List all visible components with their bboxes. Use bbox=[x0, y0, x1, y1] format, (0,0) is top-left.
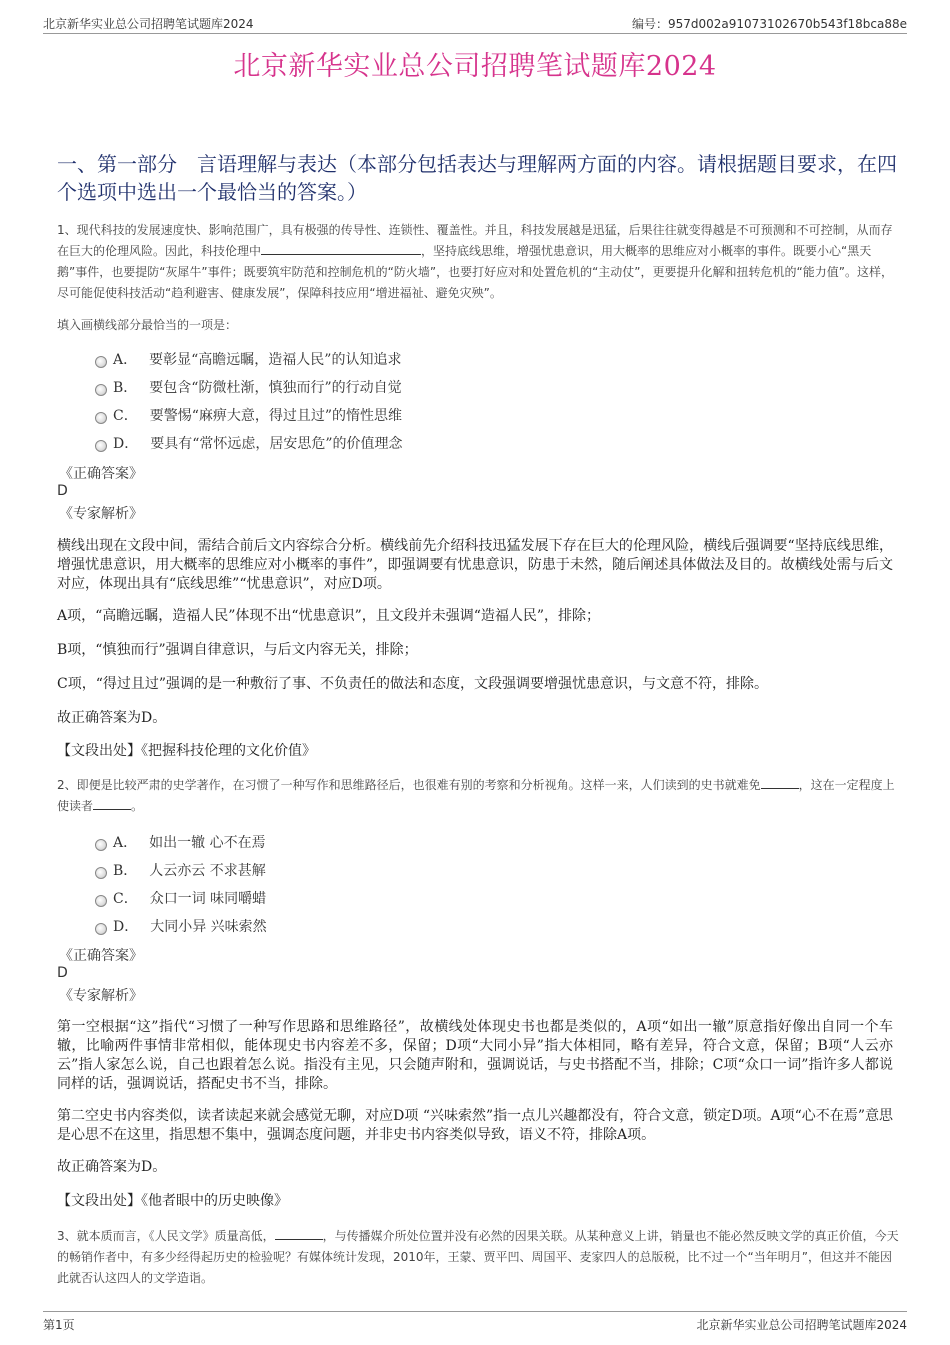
analysis-paragraph: 横线出现在文段中间，需结合前后文内容综合分析。横线前先介绍科技迅猛发展下存在巨大的伦理风险，横线后强调要“坚持底线思维，增强忧患意识，用大概率的思维应对小概率的事件”，即强调要有忧患意识，防患于未然，随后阐述具体做法及目的。故横线处需与后文对应，体现出具有“底线思维”“忧患意识”，对应D项。 bbox=[57, 538, 893, 592]
page-title: 北京新华实业总公司招聘笔试题库2024 bbox=[233, 51, 717, 82]
page-number: 第1页 bbox=[43, 1318, 75, 1332]
question-3-stem: 3、就本质而言，《人民文学》质量高低， ，与传播媒介所处位置并没有必然的因果关联。从某种意义上讲，销量也不能必然反映文学的真正价值，今天的畅销作者中，有多少经得起历史的检验呢？有媒体统计发现，2010年，王蒙、贾平凹、周国平、麦家四人的总版税，比不过一个“当年明月”，但这并不能因此就否认这四人的文学造诣。 bbox=[57, 1229, 899, 1285]
option-b[interactable]: B． 要包含“防微杜渐，慎独而行”的行动自觉 bbox=[95, 373, 403, 401]
option-a[interactable]: A． 要彰显“高瞻远瞩，造福人民”的认知追求 bbox=[95, 345, 403, 373]
option-c[interactable]: C． 要警惕“麻痹大意，得过且过”的惰性思维 bbox=[95, 401, 403, 429]
question-1-text-a: 1、现代科技的发展速度快、影响范围广，具有极强的传导性、连锁性、覆盖性。并且，科技发展越是迅猛，后果往往就变得越是不可预测和不可控制，从而存在巨大的伦理风险。因此，科技伦理中 bbox=[57, 223, 893, 258]
answer-value: D bbox=[57, 483, 68, 499]
header-title: 北京新华实业总公司招聘笔试题库2024 bbox=[43, 17, 254, 31]
analysis-paragraph: A项，“高瞻远瞩，造福人民”体现不出“忧患意识”，且文段并未强调“造福人民”，排除； bbox=[57, 608, 601, 624]
source-citation: 【文段出处】《他者眼中的历史映像》 bbox=[57, 1193, 288, 1209]
radio-icon[interactable] bbox=[95, 384, 107, 396]
option-d[interactable]: D． 要具有“常怀远虑，居安思危”的价值理念 bbox=[95, 429, 403, 457]
question-2-stem: 2、即便是比较严肃的史学著作，在习惯了一种写作和思维路径后，也很难有别的考察和分析视角。这样一来，人们读到的史书就难免 ，这在一定程度上使读者 。 bbox=[57, 778, 895, 813]
analysis-paragraph: 第一空根据“这”指代“习惯了一种写作思路和思维路径”，故横线处体现史书也都是类似的，A项“如出一辙”原意指好像出自同一个车辙，比喻两件事情非常相似，能体现史书内容差不多，保留；D项“大同小异”指大体相同，略有差异，符合文意，保留；B项“人云亦云”指人家怎么说，自己也跟着怎么说。指没有主见，只会随声附和，强调说话，与史书搭配不当，排除；C项“众口一词”指许多人都说同样的话，强调说话，搭配史书不当，排除。 bbox=[57, 1019, 893, 1092]
page-footer bbox=[43, 1311, 907, 1332]
blank-line bbox=[761, 776, 799, 789]
answer-label: 《正确答案》 bbox=[59, 948, 143, 964]
footer-title: 北京新华实业总公司招聘笔试题库2024 bbox=[696, 1318, 907, 1332]
question-2-options bbox=[95, 828, 267, 940]
radio-icon[interactable] bbox=[95, 923, 107, 935]
blank-line bbox=[93, 797, 131, 810]
radio-icon[interactable] bbox=[95, 895, 107, 907]
option-c[interactable]: C． 众口一词 味同嚼蜡 bbox=[95, 884, 267, 912]
document-id: 编号：957d002a91073102670b543f18bca88e bbox=[632, 17, 907, 31]
analysis-paragraph: 故正确答案为D。 bbox=[57, 710, 167, 726]
analysis-label: 《专家解析》 bbox=[59, 506, 143, 522]
question-1-options bbox=[95, 345, 403, 457]
blank-line bbox=[261, 242, 421, 255]
answer-value: D bbox=[57, 965, 68, 981]
question-1-text-b: ，坚持底线思维，增强忧患意识，用大概率的思维应对小概率的事件。既要小心“黑天鹅”事件，也要提防“灰犀牛”事件；既要筑牢防范和控制危机的“防火墙”，也要打好应对和处置危机的“主动仗”，更要提升化解和扭转危机的“能力值”。这样，尽可能促使科技活动“趋利避害、健康发展”，保障科技应用“增进福祉、避免灾殃”。 bbox=[57, 244, 893, 300]
option-b[interactable]: B． 人云亦云 不求甚解 bbox=[95, 856, 267, 884]
question-1-prompt: 填入画横线部分最恰当的一项是： bbox=[57, 318, 238, 332]
section-heading: 一、第一部分 言语理解与表达（本部分包括表达与理解两方面的内容。请根据题目要求，在四个选项中选出一个最恰当的答案。） bbox=[57, 152, 897, 204]
source-citation: 【文段出处】《把握科技伦理的文化价值》 bbox=[57, 743, 316, 759]
radio-icon[interactable] bbox=[95, 867, 107, 879]
answer-label: 《正确答案》 bbox=[59, 466, 143, 482]
analysis-paragraph: 第二空史书内容类似，读者读起来就会感觉无聊，对应D项 “兴味索然”指一点儿兴趣都没有，符合文意，锁定D项。A项“心不在焉”意思是心思不在这里，指思想不集中，强调态度问题，并非史书内容类似导致，语义不符，排除A项。 bbox=[57, 1108, 893, 1143]
option-d[interactable]: D． 大同小异 兴味索然 bbox=[95, 912, 267, 940]
analysis-paragraph: B项，“慎独而行”强调自律意识，与后文内容无关，排除； bbox=[57, 642, 418, 658]
page-header bbox=[43, 13, 907, 34]
blank-line bbox=[275, 1227, 323, 1240]
radio-icon[interactable] bbox=[95, 839, 107, 851]
radio-icon[interactable] bbox=[95, 412, 107, 424]
option-a[interactable]: A． 如出一辙 心不在焉 bbox=[95, 828, 267, 856]
analysis-label: 《专家解析》 bbox=[59, 988, 143, 1004]
radio-icon[interactable] bbox=[95, 440, 107, 452]
analysis-paragraph: C项，“得过且过”强调的是一种敷衍了事、不负责任的做法和态度，文段强调要增强忧患意识，与文意不符，排除。 bbox=[57, 676, 769, 692]
radio-icon[interactable] bbox=[95, 356, 107, 368]
question-1-stem bbox=[57, 220, 899, 304]
analysis-paragraph: 故正确答案为D。 bbox=[57, 1159, 167, 1175]
